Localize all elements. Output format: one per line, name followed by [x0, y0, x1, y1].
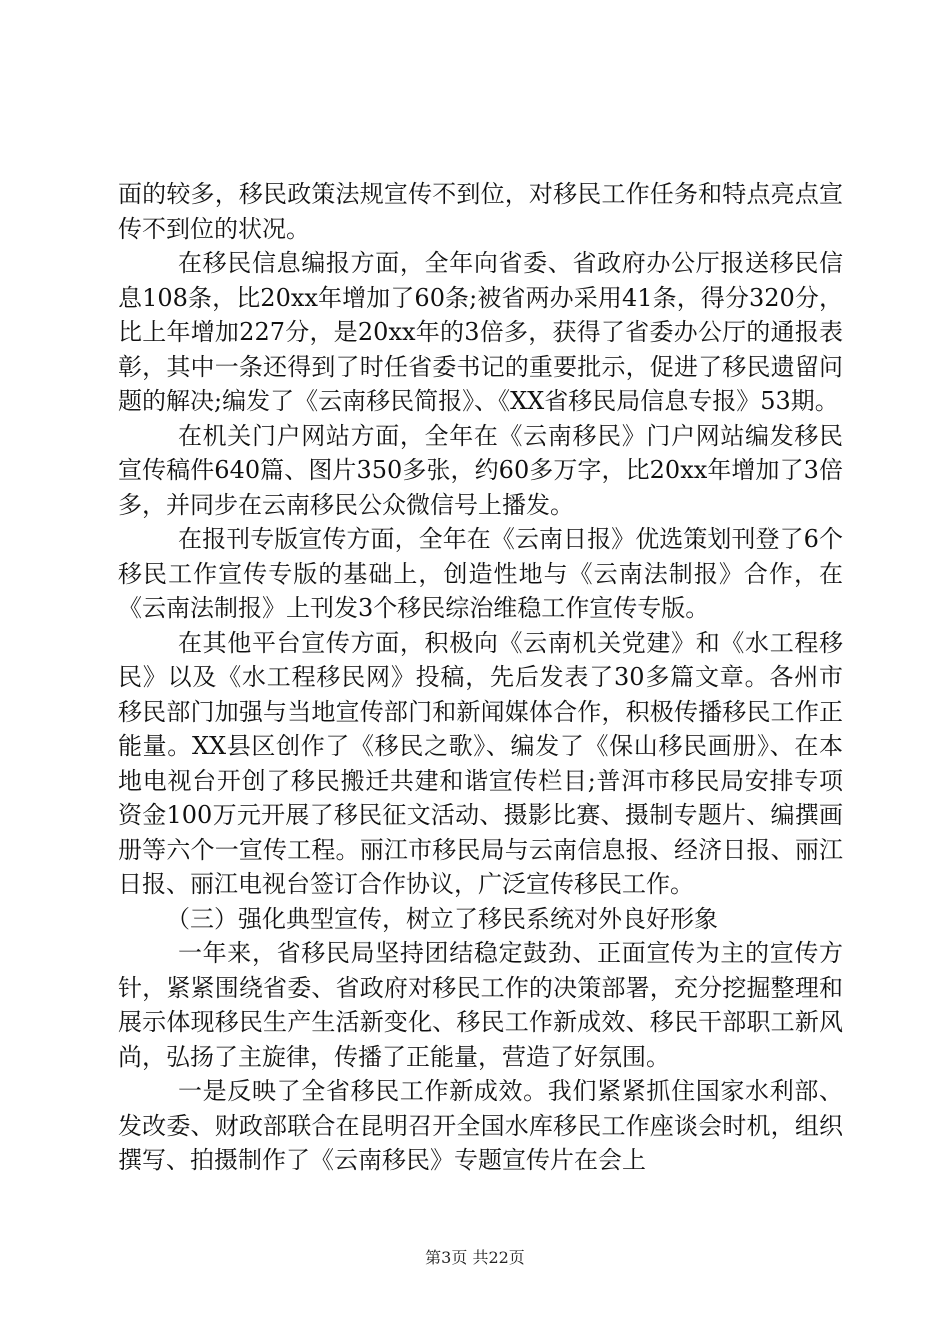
paragraph-newspaper-columns: 在报刊专版宣传方面，全年在《云南日报》优选策划刊登了6个移民工作宣传专版的基础上，创造性地与《云南法制报》合作，在《云南法制报》上刊发3个移民综治维稳工作宣传专版。	[118, 525, 843, 622]
paragraph-info-reporting: 在移民信息编报方面，全年向省委、省政府办公厅报送移民信息108条，比20xx年增加了60条;被省两办采用41条，得分320分，比上年增加227分，是20xx年的3倍多，获得了省委办公厅的通报表彰，其中一条还得到了时任省委书记的重要批示，促进了移民遗留问题的解决;编发了《云南移民简报》、《XX省移民局信息专报》53期。	[118, 249, 843, 415]
paragraph-annual-summary: 一年来，省移民局坚持团结稳定鼓劲、正面宣传为主的宣传方针，紧紧围绕省委、省政府对移民工作的决策部署，充分挖掘整理和展示体现移民生产生活新变化、移民工作新成效、移民干部职工新风尚，弘扬了主旋律，传播了正能量，营造了好氛围。	[118, 939, 843, 1071]
paragraph-achievements: 一是反映了全省移民工作新成效。我们紧紧抓住国家水利部、发改委、财政部联合在昆明召开全国水库移民工作座谈会时机，组织撰写、拍摄制作了《云南移民》专题宣传片在会上	[118, 1077, 843, 1174]
paragraph-portal-website: 在机关门户网站方面，全年在《云南移民》门户网站编发移民宣传稿件640篇、图片350多张，约60多万字，比20xx年增加了3倍多，并同步在云南移民公众微信号上播发。	[118, 421, 843, 519]
paragraph-other-platforms: 在其他平台宣传方面，积极向《云南机关党建》和《水工程移民》以及《水工程移民网》投稿，先后发表了30多篇文章。各州市移民部门加强与当地宣传部门和新闻媒体合作，积极传播移民工作正能量。XX县区创作了《移民之歌》、编发了《保山移民画册》、在本地电视台开创了移民搬迁共建和谐宣传栏目;普洱市移民局安排专项资金100万元开展了移民征文活动、摄影比赛、摄制专题片、编撰画册等六个一宣传工程。丽江市移民局与云南信息报、经济日报、丽江日报、丽江电视台签订合作协议，广泛宣传移民工作。	[118, 628, 843, 898]
page-footer: 第3页 共22页	[425, 1248, 525, 1267]
section-heading: （三）强化典型宣传，树立了移民系统对外良好形象	[166, 904, 718, 933]
paragraph-continuation: 面的较多，移民政策法规宣传不到位，对移民工作任务和特点亮点宣传不到位的状况。	[118, 180, 843, 243]
document-body	[118, 177, 843, 1178]
